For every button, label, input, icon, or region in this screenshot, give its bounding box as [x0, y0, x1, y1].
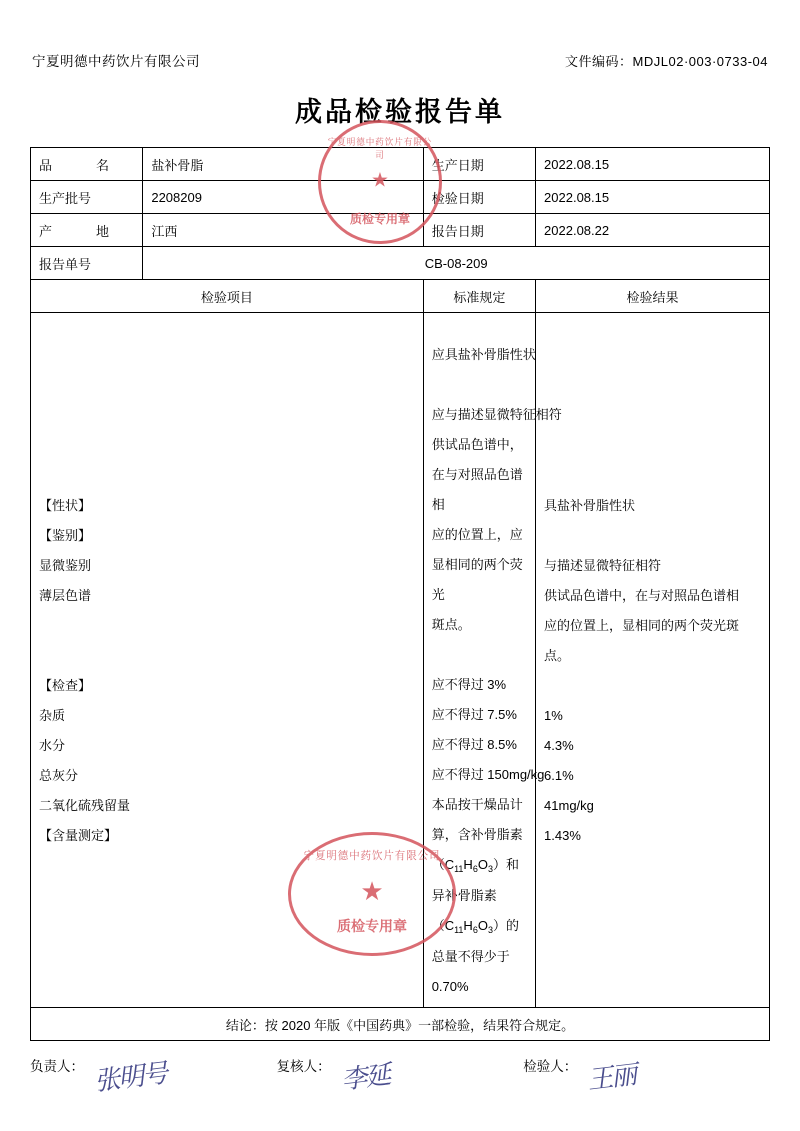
- table-row-origin: [31, 214, 770, 247]
- item-examination: 【检查】: [39, 678, 92, 693]
- item-tlc: 薄层色谱: [39, 588, 92, 603]
- item-impurity: 杂质: [39, 708, 66, 723]
- inspector-signature: 王丽: [585, 1060, 638, 1095]
- origin-label: 产 地: [31, 214, 143, 247]
- table-row-product: [31, 148, 770, 181]
- item-microscopic: 显微鉴别: [39, 558, 92, 573]
- signature-responsible: [30, 1053, 277, 1115]
- column-header-item: 检验项目: [31, 280, 424, 313]
- standard-assay-line1: 本品按干燥品计算，含补骨脂素: [431, 797, 523, 842]
- batch-value: 2208209: [143, 181, 423, 214]
- responsible-signature: 张明号: [92, 1058, 168, 1097]
- responsible-label: 负责人：: [30, 1059, 84, 1074]
- signature-review: [277, 1053, 524, 1115]
- result-impurity: 1%: [544, 708, 563, 723]
- report-date-value: 2022.08.22: [536, 214, 770, 247]
- report-date-label: 报告日期: [423, 214, 535, 247]
- standard-moisture: 应不得过 7.5%: [431, 707, 517, 722]
- item-assay: 【含量测定】: [39, 828, 118, 843]
- standard-character: 应具盐补骨脂性状: [431, 347, 536, 362]
- result-tlc-line1: 供试品色谱中，在与对照品色谱相: [544, 588, 740, 603]
- standard-so2-residue: 应不得过 150mg/kg: [431, 767, 545, 782]
- document-code-value: MDJL02·003·0733-04: [632, 54, 768, 69]
- column-header-standard: 标准规定: [423, 280, 535, 313]
- signature-inspector: [523, 1053, 770, 1115]
- seal-star-icon: ★: [371, 169, 389, 192]
- seal-top-bottom-text: 质检专用章: [349, 211, 410, 226]
- result-moisture: 4.3%: [544, 738, 574, 753]
- report-no-value: CB-08-209: [143, 247, 770, 280]
- report-no-label: 报告单号: [31, 247, 143, 280]
- item-total-ash: 总灰分: [39, 768, 79, 783]
- production-date-label: 生产日期: [423, 148, 535, 181]
- item-identification: 【鉴别】: [39, 528, 92, 543]
- document-code: [565, 51, 768, 70]
- table-row-report-no: [31, 247, 770, 280]
- table-row-conclusion: [31, 1008, 770, 1041]
- standard-tlc-line2: 应的位置上，应显相同的两个荧光: [431, 527, 523, 602]
- standard-tlc-line1: 供试品色谱中，在与对照品色谱相: [431, 437, 523, 512]
- table-column-headers: [31, 280, 770, 313]
- production-date-value: 2022.08.15: [536, 148, 770, 181]
- conclusion-text: 结论：按 2020 年版《中国药典》一部检验，结果符合规定。: [31, 1008, 770, 1041]
- report-table: [30, 147, 770, 1041]
- standard-tlc-line3: 斑点。: [431, 617, 471, 632]
- standard-assay-line2: $(C_{11}H_6O_3)$和异补骨脂素$(C_{11}H_6O_3)$的: [431, 857, 519, 935]
- table-row-content: [31, 313, 770, 1008]
- review-label: 复核人：: [276, 1059, 331, 1074]
- standard-total-ash: 应不得过 8.5%: [431, 737, 517, 752]
- column-header-result: 检验结果: [536, 280, 770, 313]
- result-character: 具盐补骨脂性状: [544, 498, 636, 513]
- seal-top-arc-text: 宁夏明德中药饮片有限公司: [327, 136, 433, 160]
- result-so2-residue: 41mg/kg: [544, 798, 594, 813]
- page-title: 成品检验报告单: [295, 97, 505, 127]
- seal-bottom-bottom-text: 质检专用章: [337, 918, 407, 935]
- standard-impurity: 应不得过 3%: [431, 677, 507, 692]
- seal-bottom-arc-text: 宁夏明德中药饮片有限公司: [303, 849, 441, 862]
- inspect-date-label: 检验日期: [423, 181, 535, 214]
- result-column: [536, 313, 770, 1008]
- origin-value: 江西: [143, 214, 423, 247]
- table-row-batch: [31, 181, 770, 214]
- inspection-item-column: [31, 313, 424, 1008]
- product-name-label: 品 名: [31, 148, 143, 181]
- signature-row: [30, 1053, 770, 1115]
- batch-label: 生产批号: [31, 181, 143, 214]
- inspect-date-value: 2022.08.15: [536, 181, 770, 214]
- item-moisture: 水分: [39, 738, 66, 753]
- standard-assay-line3: 总量不得少于 0.70%: [431, 949, 510, 994]
- product-name-value: 盐补骨脂: [143, 148, 423, 181]
- company-name: 宁夏明德中药饮片有限公司: [32, 54, 200, 69]
- result-microscopic: 与描述显微特征相符: [544, 558, 662, 573]
- seal-star-icon-bottom: ★: [360, 876, 384, 906]
- result-tlc-line3: 点。: [544, 648, 571, 663]
- review-signature: 李延: [339, 1060, 391, 1095]
- inspector-label: 检验人：: [523, 1059, 578, 1074]
- result-assay: 1.43%: [544, 828, 581, 843]
- standard-microscopic: 应与描述显微特征相符: [431, 407, 562, 422]
- result-total-ash: 6.1%: [544, 768, 574, 783]
- document-code-label: 文件编码：: [565, 54, 633, 69]
- result-tlc-line2: 应的位置上，显相同的两个荧光斑: [544, 618, 740, 633]
- document-header: [30, 50, 770, 76]
- item-so2-residue: 二氧化硫残留量: [39, 798, 131, 813]
- item-character: 【性状】: [39, 498, 92, 513]
